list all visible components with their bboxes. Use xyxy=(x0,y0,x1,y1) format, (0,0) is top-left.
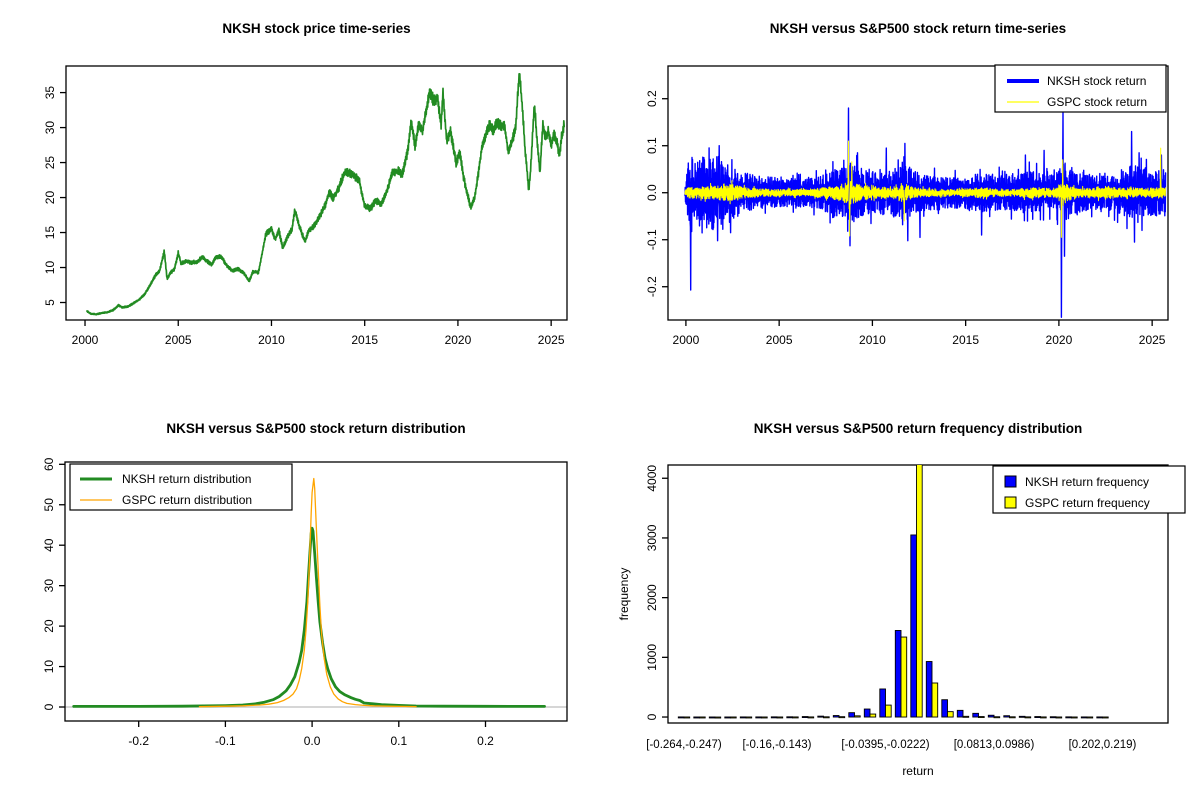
gspc-bar xyxy=(1041,717,1047,718)
bars-group xyxy=(678,407,1108,718)
legend-label: GSPC return frequency xyxy=(1025,496,1150,510)
return-time-series-panel xyxy=(600,0,1200,400)
nksh-bar xyxy=(973,713,979,717)
x-tick-label: 0.0 xyxy=(303,734,321,748)
panel-title: NKSH versus S&P500 return frequency distribution xyxy=(753,421,1083,436)
plot-box xyxy=(66,66,567,320)
gspc-bar xyxy=(870,714,876,717)
y-tick-label: 10 xyxy=(42,659,56,674)
nksh-bar xyxy=(833,716,839,717)
panel-title: NKSH stock price time-series xyxy=(222,21,411,36)
nksh-bar xyxy=(957,710,963,717)
nksh-bar xyxy=(1066,717,1072,718)
nksh-bar xyxy=(895,630,901,717)
gspc-bar xyxy=(700,717,706,718)
gspc-bar xyxy=(994,717,1000,718)
nksh-price-series xyxy=(87,74,564,315)
y-tick-label: -0.1 xyxy=(645,229,659,251)
gspc-bar xyxy=(793,717,799,718)
gspc-bar xyxy=(1072,717,1078,718)
x-tick-label: 2010 xyxy=(859,333,886,347)
x-tick-label: 2000 xyxy=(672,333,700,347)
x-tick-label: 2025 xyxy=(1138,333,1166,347)
x-tick-label: 2015 xyxy=(952,333,980,347)
nksh-bar xyxy=(818,716,824,717)
x-bin-label: [0.0813,0.0986) xyxy=(953,739,1035,751)
nksh-bar xyxy=(694,717,700,718)
nksh-bar xyxy=(725,717,731,718)
nksh-bar xyxy=(1097,717,1103,718)
nksh-return-series xyxy=(685,108,1166,317)
y-tick-label: 0 xyxy=(42,703,56,711)
x-tick-label: 2015 xyxy=(351,333,379,347)
y-tick-label: 20 xyxy=(43,190,57,205)
nksh-bar xyxy=(1019,716,1025,717)
price-time-series-panel xyxy=(0,0,600,400)
y-tick-label: 4000 xyxy=(645,464,659,492)
nksh-bar xyxy=(911,535,917,717)
x-tick-label: 0.2 xyxy=(477,734,494,748)
nksh-bar xyxy=(678,717,684,718)
return-frequency-panel xyxy=(600,400,1200,800)
gspc-bar xyxy=(855,716,861,717)
gspc-bar xyxy=(1010,717,1016,718)
y-tick-label: 30 xyxy=(43,120,57,135)
gspc-bar xyxy=(762,717,768,718)
x-tick-label: -0.2 xyxy=(128,734,150,748)
nksh-bar xyxy=(771,717,777,718)
gspc-bar xyxy=(839,717,845,718)
gspc-bar xyxy=(777,717,783,718)
nksh-bar xyxy=(988,715,994,717)
y-tick-label: 20 xyxy=(42,619,56,633)
gspc-bar xyxy=(979,717,985,718)
nksh-bar xyxy=(1035,717,1041,718)
x-bin-label: [-0.16,-0.143) xyxy=(742,739,812,751)
legend-label: NKSH return distribution xyxy=(122,472,252,486)
y-tick-label: 50 xyxy=(42,498,56,512)
gspc-bar xyxy=(886,705,892,717)
x-axis-title: return xyxy=(902,764,934,778)
legend-label: NKSH stock return xyxy=(1047,74,1147,88)
panel-title: NKSH versus S&P500 stock return time-series xyxy=(769,21,1067,36)
gspc-bar xyxy=(1103,717,1109,718)
y-tick-label: 3000 xyxy=(645,524,659,552)
gspc-bar xyxy=(963,716,969,717)
legend-swatch xyxy=(1005,497,1016,508)
gspc-bar xyxy=(932,683,938,717)
x-bin-label: [-0.264,-0.247) xyxy=(646,739,722,751)
gspc-bar xyxy=(746,717,752,718)
x-tick-label: 0.1 xyxy=(390,734,408,748)
legend-label: NKSH return frequency xyxy=(1025,475,1150,489)
y-tick-label: 0 xyxy=(645,713,659,721)
nksh-bar xyxy=(709,717,715,718)
y-tick-label: 2000 xyxy=(645,584,659,611)
y-tick-label: 25 xyxy=(43,155,57,170)
y-tick-label: -0.2 xyxy=(645,276,659,298)
y-tick-label: 0.1 xyxy=(645,137,659,155)
legend-label: GSPC return distribution xyxy=(122,493,253,507)
y-tick-label: 15 xyxy=(43,225,57,240)
x-tick-label: 2010 xyxy=(258,333,285,347)
y-axis-title: frequency xyxy=(617,567,631,621)
y-tick-label: 10 xyxy=(43,260,57,275)
gspc-bar xyxy=(715,717,721,718)
nksh-bar xyxy=(1050,717,1056,718)
gspc-bar xyxy=(824,717,830,718)
legend-label: GSPC stock return xyxy=(1047,95,1148,109)
x-tick-label: 2005 xyxy=(765,333,793,347)
y-tick-label: 30 xyxy=(42,578,56,593)
gspc-bar xyxy=(901,637,907,717)
gspc-bar xyxy=(1087,717,1093,718)
y-tick-label: 1000 xyxy=(645,643,659,671)
y-tick-label: 0.2 xyxy=(645,90,659,108)
nksh-bar xyxy=(756,717,762,718)
nksh-bar xyxy=(864,709,870,717)
y-tick-label: 35 xyxy=(43,85,57,100)
nksh-bar xyxy=(880,689,886,717)
gspc-bar xyxy=(917,407,923,717)
gspc-bar xyxy=(808,717,814,718)
nksh-bar xyxy=(787,717,793,718)
nksh-bar xyxy=(942,700,948,717)
x-bin-label: [0.202,0.219) xyxy=(1068,739,1137,751)
gspc-bar xyxy=(684,717,690,718)
gspc-bar xyxy=(731,717,737,718)
panel-title: NKSH versus S&P500 stock return distribution xyxy=(166,421,466,436)
x-tick-label: 2005 xyxy=(164,333,192,347)
nksh-bar xyxy=(926,662,932,718)
x-tick-label: 2020 xyxy=(444,333,472,347)
y-tick-label: 40 xyxy=(42,538,56,552)
legend-swatch xyxy=(1005,476,1016,487)
x-tick-label: 2000 xyxy=(71,333,99,347)
nksh-bar xyxy=(849,713,855,717)
gspc-bar xyxy=(1025,717,1031,718)
gspc-density-curve xyxy=(199,479,416,707)
x-bin-label: [-0.0395,-0.0222) xyxy=(841,739,930,751)
x-tick-label: 2025 xyxy=(537,333,565,347)
return-distribution-panel xyxy=(0,400,600,800)
gspc-return-series xyxy=(685,141,1166,237)
gspc-bar xyxy=(1056,717,1062,718)
y-tick-label: 0.0 xyxy=(645,184,659,202)
x-tick-label: -0.1 xyxy=(215,734,236,748)
y-tick-label: 5 xyxy=(43,299,57,306)
y-tick-label: 60 xyxy=(42,457,56,471)
nksh-bar xyxy=(1004,716,1010,717)
nksh-bar xyxy=(802,717,808,718)
x-tick-label: 2020 xyxy=(1045,333,1073,347)
gspc-bar xyxy=(948,712,954,717)
nksh-bar xyxy=(1081,717,1087,718)
nksh-bar xyxy=(740,717,746,718)
